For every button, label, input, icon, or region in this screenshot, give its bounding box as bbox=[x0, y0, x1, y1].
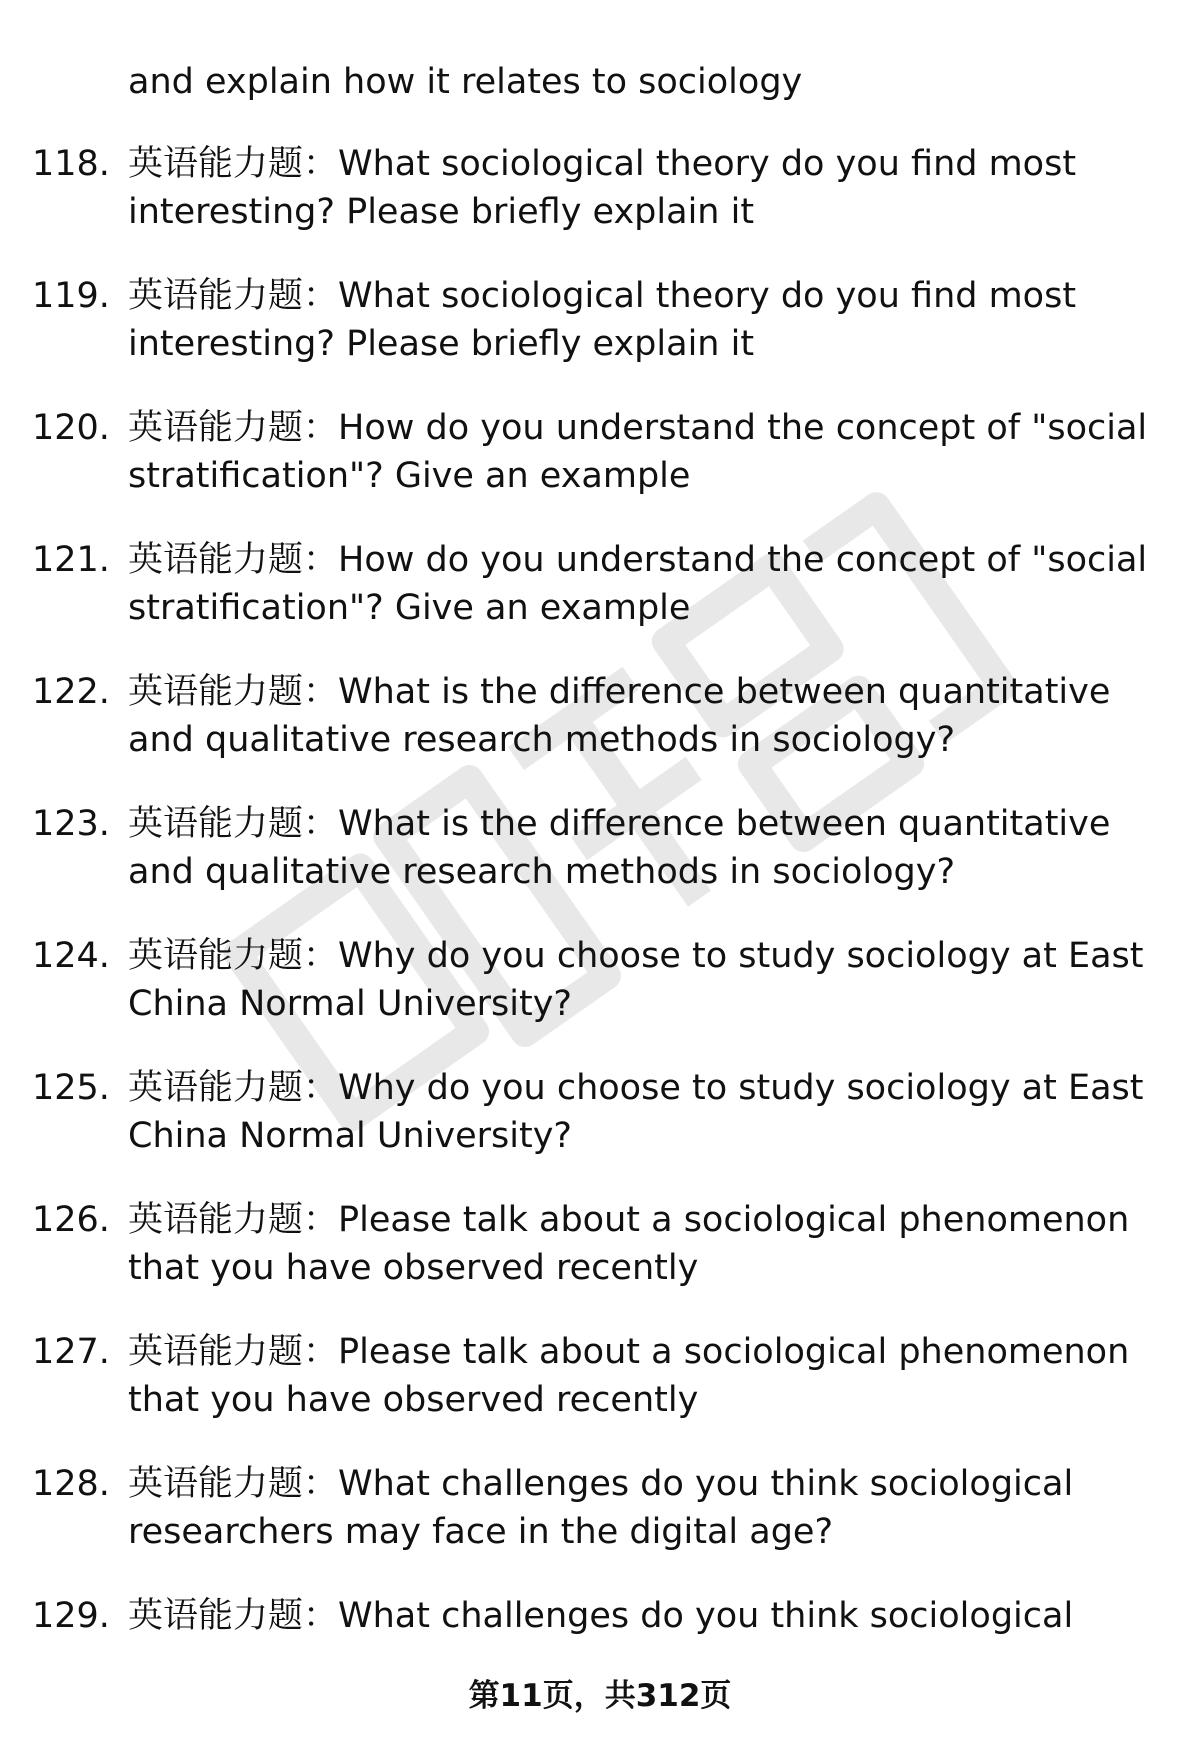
question-text bbox=[128, 1328, 1176, 1424]
question-text bbox=[128, 1592, 1176, 1640]
continued-question-text: and explain how it relates to sociology bbox=[128, 62, 803, 102]
question-text bbox=[128, 272, 1176, 368]
question-tag: 英语能力题： bbox=[128, 804, 339, 844]
question-body: Please talk about a sociological phenomenon that you have observed recently bbox=[128, 1200, 1130, 1288]
question-body: What sociological theory do you find most interesting? Please briefly explain it bbox=[128, 144, 1077, 232]
question-tag: 英语能力题： bbox=[128, 936, 339, 976]
question-number: 120. bbox=[32, 408, 110, 448]
question-item bbox=[0, 800, 1200, 932]
question-number: 121. bbox=[32, 540, 110, 580]
question-text bbox=[128, 1196, 1176, 1292]
question-number: 126. bbox=[32, 1200, 110, 1240]
question-tag: 英语能力题： bbox=[128, 1464, 339, 1504]
question-item bbox=[0, 932, 1200, 1064]
question-number: 124. bbox=[32, 936, 110, 976]
question-number: 123. bbox=[32, 804, 110, 844]
question-text bbox=[128, 668, 1176, 764]
question-number: 119. bbox=[32, 276, 110, 316]
question-number: 125. bbox=[32, 1068, 110, 1108]
question-text bbox=[128, 1064, 1176, 1160]
question-text bbox=[128, 1460, 1176, 1556]
question-body: Please talk about a sociological phenomenon that you have observed recently bbox=[128, 1332, 1130, 1420]
question-item bbox=[0, 536, 1200, 668]
question-item bbox=[0, 1064, 1200, 1196]
question-item bbox=[0, 1196, 1200, 1328]
question-item bbox=[0, 404, 1200, 536]
question-number: 118. bbox=[32, 144, 110, 184]
question-body: How do you understand the concept of "social stratification"? Give an example bbox=[128, 540, 1148, 628]
question-number: 129. bbox=[32, 1596, 110, 1636]
question-body: What challenges do you think sociological bbox=[338, 1596, 1074, 1636]
question-list bbox=[0, 140, 1200, 1724]
question-body: What is the difference between quantitative and qualitative research methods in sociology? bbox=[128, 672, 1111, 760]
question-body: What sociological theory do you find most interesting? Please briefly explain it bbox=[128, 276, 1077, 364]
question-body: What challenges do you think sociological researchers may face in the digital age? bbox=[128, 1464, 1074, 1552]
question-text bbox=[128, 404, 1176, 500]
question-number: 127. bbox=[32, 1332, 110, 1372]
question-tag: 英语能力题： bbox=[128, 276, 339, 316]
question-text bbox=[128, 932, 1176, 1028]
question-tag: 英语能力题： bbox=[128, 540, 339, 580]
question-tag: 英语能力题： bbox=[128, 408, 339, 448]
question-number: 122. bbox=[32, 672, 110, 712]
question-body: How do you understand the concept of "social stratification"? Give an example bbox=[128, 408, 1148, 496]
question-item bbox=[0, 272, 1200, 404]
question-body: Why do you choose to study sociology at East China Normal University? bbox=[128, 936, 1144, 1024]
question-text bbox=[128, 800, 1176, 896]
question-text bbox=[128, 140, 1176, 236]
question-item bbox=[0, 140, 1200, 272]
question-tag: 英语能力题： bbox=[128, 1068, 339, 1108]
question-body: Why do you choose to study sociology at East China Normal University? bbox=[128, 1068, 1144, 1156]
question-text bbox=[128, 536, 1176, 632]
question-body: What is the difference between quantitative and qualitative research methods in sociology? bbox=[128, 804, 1111, 892]
question-item bbox=[0, 1460, 1200, 1592]
question-tag: 英语能力题： bbox=[128, 1332, 339, 1372]
question-item bbox=[0, 668, 1200, 800]
question-number: 128. bbox=[32, 1464, 110, 1504]
page-number: 第11页，共312页 bbox=[468, 1678, 732, 1714]
question-tag: 英语能力题： bbox=[128, 672, 339, 712]
question-item bbox=[0, 1328, 1200, 1460]
question-tag: 英语能力题： bbox=[128, 1596, 339, 1636]
question-tag: 英语能力题： bbox=[128, 1200, 339, 1240]
question-tag: 英语能力题： bbox=[128, 144, 339, 184]
